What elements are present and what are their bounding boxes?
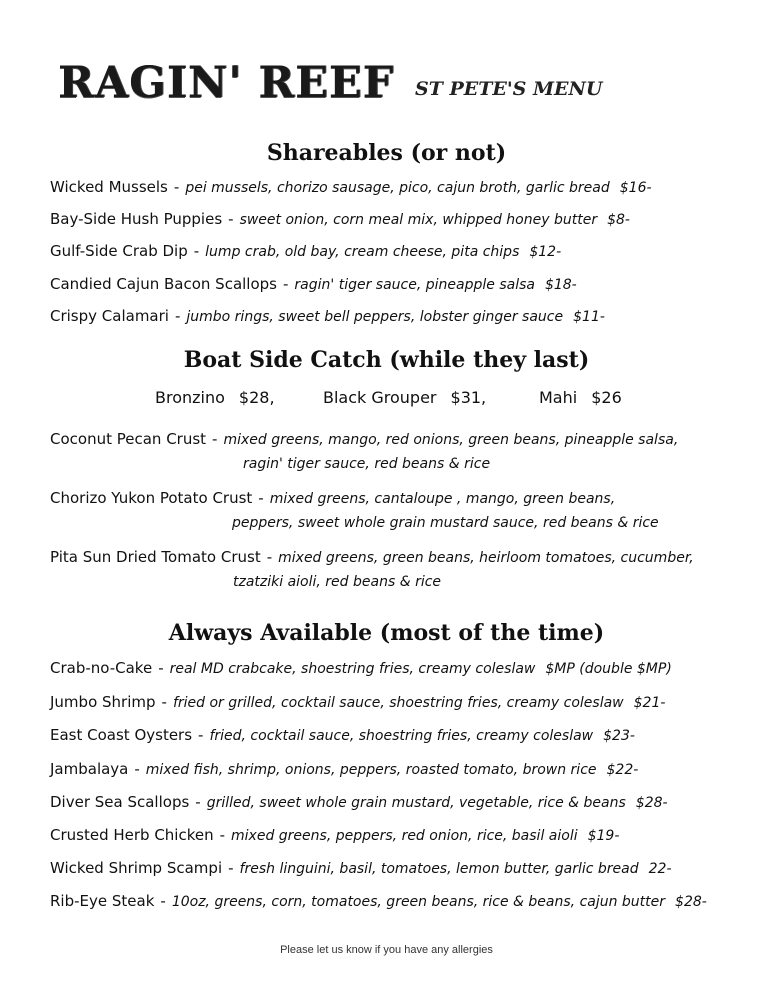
item-price: $21- — [633, 695, 666, 711]
item-price: $11- — [573, 309, 605, 325]
menu-item — [50, 178, 652, 196]
item-name: Candied Cajun Bacon Scallops — [50, 275, 277, 293]
fish-name: Mahi — [539, 388, 578, 407]
separator: - — [266, 548, 273, 566]
item-description-continued: ragin' tiger sauce, red beans & rice — [243, 456, 491, 472]
item-name: Crispy Calamari — [50, 307, 169, 325]
item-description-continued: tzatziki aioli, red beans & rice — [233, 574, 442, 590]
item-price: $18- — [544, 277, 577, 293]
item-name: Crusted Herb Chicken — [50, 826, 214, 844]
menu-item — [50, 210, 630, 228]
fish-price: $26 — [591, 388, 622, 407]
separator: - — [219, 826, 226, 844]
item-description: mixed fish, shrimp, onions, peppers, roasted tomato, brown rice — [145, 762, 597, 778]
item-description: fried or grilled, cocktail sauce, shoestring fries, creamy coleslaw — [172, 695, 624, 711]
item-description: mixed greens, cantaloupe , mango, green beans, — [269, 491, 616, 507]
item-description: fresh linguini, basil, tomatoes, lemon butter, garlic bread — [239, 861, 639, 877]
item-description: lump crab, old bay, cream cheese, pita chips — [205, 244, 520, 260]
item-price: $19- — [587, 828, 620, 844]
separator: - — [258, 489, 264, 507]
allergy-note: Please let us know if you have any allergies — [280, 944, 493, 956]
item-name: Pita Sun Dried Tomato Crust — [50, 548, 261, 566]
section-title-boat-side: Boat Side Catch (while they last) — [183, 347, 590, 373]
menu-item — [50, 693, 665, 711]
item-price: $28- — [675, 894, 707, 910]
menu-item — [50, 826, 619, 844]
menu-item — [50, 859, 672, 877]
item-name: Diver Sea Scallops — [50, 793, 190, 811]
section-title-always-available: Always Available (most of the time) — [168, 620, 605, 646]
menu-item — [50, 892, 707, 910]
item-price: 22- — [648, 861, 672, 877]
item-price: $16- — [619, 180, 652, 196]
separator: - — [173, 178, 180, 196]
menu-subtitle: ST PETE'S MENU — [415, 78, 603, 100]
item-description: sweet onion, corn meal mix, whipped honey butter — [239, 212, 598, 228]
item-name: Crab-no-Cake — [50, 659, 153, 677]
item-description: mixed greens, green beans, heirloom tomatoes, cucumber, — [278, 550, 694, 566]
item-description: 10oz, greens, corn, tomatoes, green beans, rice & beans, cajun butter — [171, 894, 666, 910]
item-name: Rib-Eye Steak — [50, 892, 155, 910]
item-description: ragin' tiger sauce, pineapple salsa — [294, 277, 535, 293]
item-name: Jambalaya — [50, 760, 129, 778]
item-price: $MP (double $MP) — [545, 661, 672, 677]
item-description: fried, cocktail sauce, shoestring fries, creamy coleslaw — [209, 728, 594, 744]
item-name: Wicked Mussels — [50, 178, 168, 196]
menu-item — [50, 659, 672, 677]
item-name: Chorizo Yukon Potato Crust — [50, 489, 253, 507]
separator: - — [161, 693, 167, 711]
separator: - — [160, 892, 166, 910]
fish-option — [323, 388, 486, 407]
item-name: Jumbo Shrimp — [50, 693, 156, 711]
menu-item — [50, 793, 668, 811]
separator: - — [283, 275, 289, 293]
separator: - — [228, 210, 234, 228]
fish-price: $28, — [238, 388, 275, 407]
crust-item — [50, 548, 694, 566]
fish-name: Black Grouper — [323, 388, 437, 407]
section-title-shareables: Shareables (or not) — [266, 140, 507, 166]
item-price: $23- — [603, 728, 635, 744]
menu-item — [50, 242, 561, 260]
item-description: grilled, sweet whole grain mustard, vegetable, rice & beans — [206, 795, 626, 811]
separator: - — [174, 307, 181, 325]
fish-option — [155, 388, 275, 407]
item-price: $8- — [607, 212, 630, 228]
item-name: Wicked Shrimp Scampi — [50, 859, 223, 877]
separator: - — [193, 242, 200, 260]
menu-item — [50, 726, 635, 744]
restaurant-logo: RAGIN' REEF — [58, 58, 395, 108]
fish-name: Bronzino — [155, 388, 225, 407]
item-name: Gulf-Side Crab Dip — [50, 242, 188, 260]
item-price: $28- — [635, 795, 668, 811]
menu-item — [50, 760, 638, 778]
item-description: real MD crabcake, shoestring fries, creamy coleslaw — [169, 661, 536, 677]
item-description: mixed greens, mango, red onions, green beans, pineapple salsa, — [223, 432, 679, 448]
item-name: East Coast Oysters — [50, 726, 193, 744]
menu-item — [50, 275, 577, 293]
item-name: Coconut Pecan Crust — [50, 430, 207, 448]
crust-item — [50, 430, 678, 448]
crust-item — [50, 489, 615, 507]
item-description-continued: peppers, sweet whole grain mustard sauce, red beans & rice — [232, 515, 659, 531]
item-description: mixed greens, peppers, red onion, rice, basil aioli — [231, 828, 578, 844]
fish-price: $31, — [450, 388, 487, 407]
separator: - — [134, 760, 140, 778]
fish-option — [539, 388, 622, 407]
separator: - — [195, 793, 201, 811]
item-description: jumbo rings, sweet bell peppers, lobster ginger sauce — [186, 309, 564, 325]
separator: - — [198, 726, 204, 744]
item-name: Bay-Side Hush Puppies — [50, 210, 223, 228]
item-price: $22- — [606, 762, 639, 778]
separator: - — [158, 659, 164, 677]
separator: - — [228, 859, 234, 877]
item-description: pei mussels, chorizo sausage, pico, cajun broth, garlic bread — [185, 180, 610, 196]
menu-item — [50, 307, 605, 325]
item-price: $12- — [529, 244, 562, 260]
separator: - — [212, 430, 218, 448]
